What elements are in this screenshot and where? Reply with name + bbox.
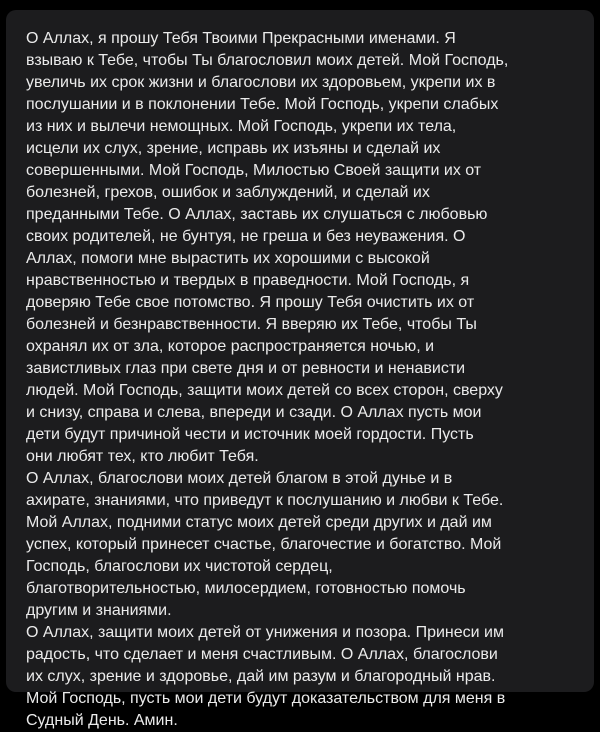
text-line: Мой Аллах, подними статус моих детей среди других и дай им [26, 514, 492, 531]
text-line: они любят тех, кто любит Тебя. [26, 448, 259, 465]
text-line: Мой Господь, пусть мои дети будут доказательством для меня в [26, 690, 506, 707]
text-line: дети будут причиной чести и источник моей гордости. Пусть [26, 426, 474, 443]
text-line: нравственностью и твердых в праведности. Мой Господь, я [26, 272, 470, 289]
text-line: доверяю Тебе свое потомство. Я прошу Тебя очистить их от [26, 294, 475, 311]
text-line: людей. Мой Господь, защити моих детей со всех сторон, сверху [26, 382, 503, 399]
text-line: и снизу, справа и слева, впереди и сзади. О Аллах пусть мои [26, 404, 482, 421]
text-line: охранял их от зла, которое распространяется ночью, и [26, 338, 435, 355]
text-line: Аллах, помоги мне вырастить их хорошими с высокой [26, 250, 430, 267]
text-line: болезней и безнравственности. Я вверяю их Тебе, чтобы Ты [26, 316, 477, 333]
text-line: преданными Тебе. О Аллах, заставь их слушаться с любовью [26, 206, 488, 223]
text-line: исцели их слух, зрение, исправь их изъяны и сделай их [26, 140, 441, 157]
text-line: благотворительностью, милосердием, готовностью помочь [26, 580, 466, 597]
note-card[interactable] [6, 10, 594, 729]
text-line: Судный День. Амин. [26, 712, 178, 729]
text-line: послушании и в поклонении Тебе. Мой Господь, укрепи слабых [26, 96, 499, 113]
text-line: завистливых глаз при свете дня и от ревности и ненависти [26, 360, 466, 377]
text-line: другим и знаниями. [26, 602, 172, 619]
text-line: успех, который принесет счастье, благочестие и богатство. Мой [26, 536, 502, 553]
text-line: из них и вылечи немощных. Мой Господь, укрепи их тела, [26, 118, 457, 135]
text-line: болезней, грехов, ошибок и заблуждений, и сделай их [26, 184, 430, 201]
note-text-block[interactable] [26, 28, 578, 732]
text-line: совершенными. Мой Господь, Милостью Своей защити их от [26, 162, 482, 179]
text-line: увеличь их срок жизни и благослови их здоровьем, укрепи их в [26, 74, 496, 91]
text-line: О Аллах, благослови моих детей благом в этой дунье и в [26, 470, 453, 487]
text-line: их слух, зрение и здоровье, дай им разум и благородный нрав. [26, 668, 496, 685]
text-line: своих родителей, не бунтуя, не греша и без неуважения. О [26, 228, 466, 245]
text-line: О Аллах, я прошу Тебя Твоими Прекрасными именами. Я [26, 30, 456, 47]
text-line: радость, что сделает и меня счастливым. О Аллах, благослови [26, 646, 498, 663]
text-line: Господь, благослови их чистотой сердец, [26, 558, 333, 575]
text-line: ахирате, знаниями, что приведут к послушанию и любви к Тебе. [26, 492, 504, 509]
text-line: О Аллах, защити моих детей от унижения и позора. Принеси им [26, 624, 504, 641]
text-line: взываю к Тебе, чтобы Ты благословил моих детей. Мой Господь, [26, 52, 509, 69]
